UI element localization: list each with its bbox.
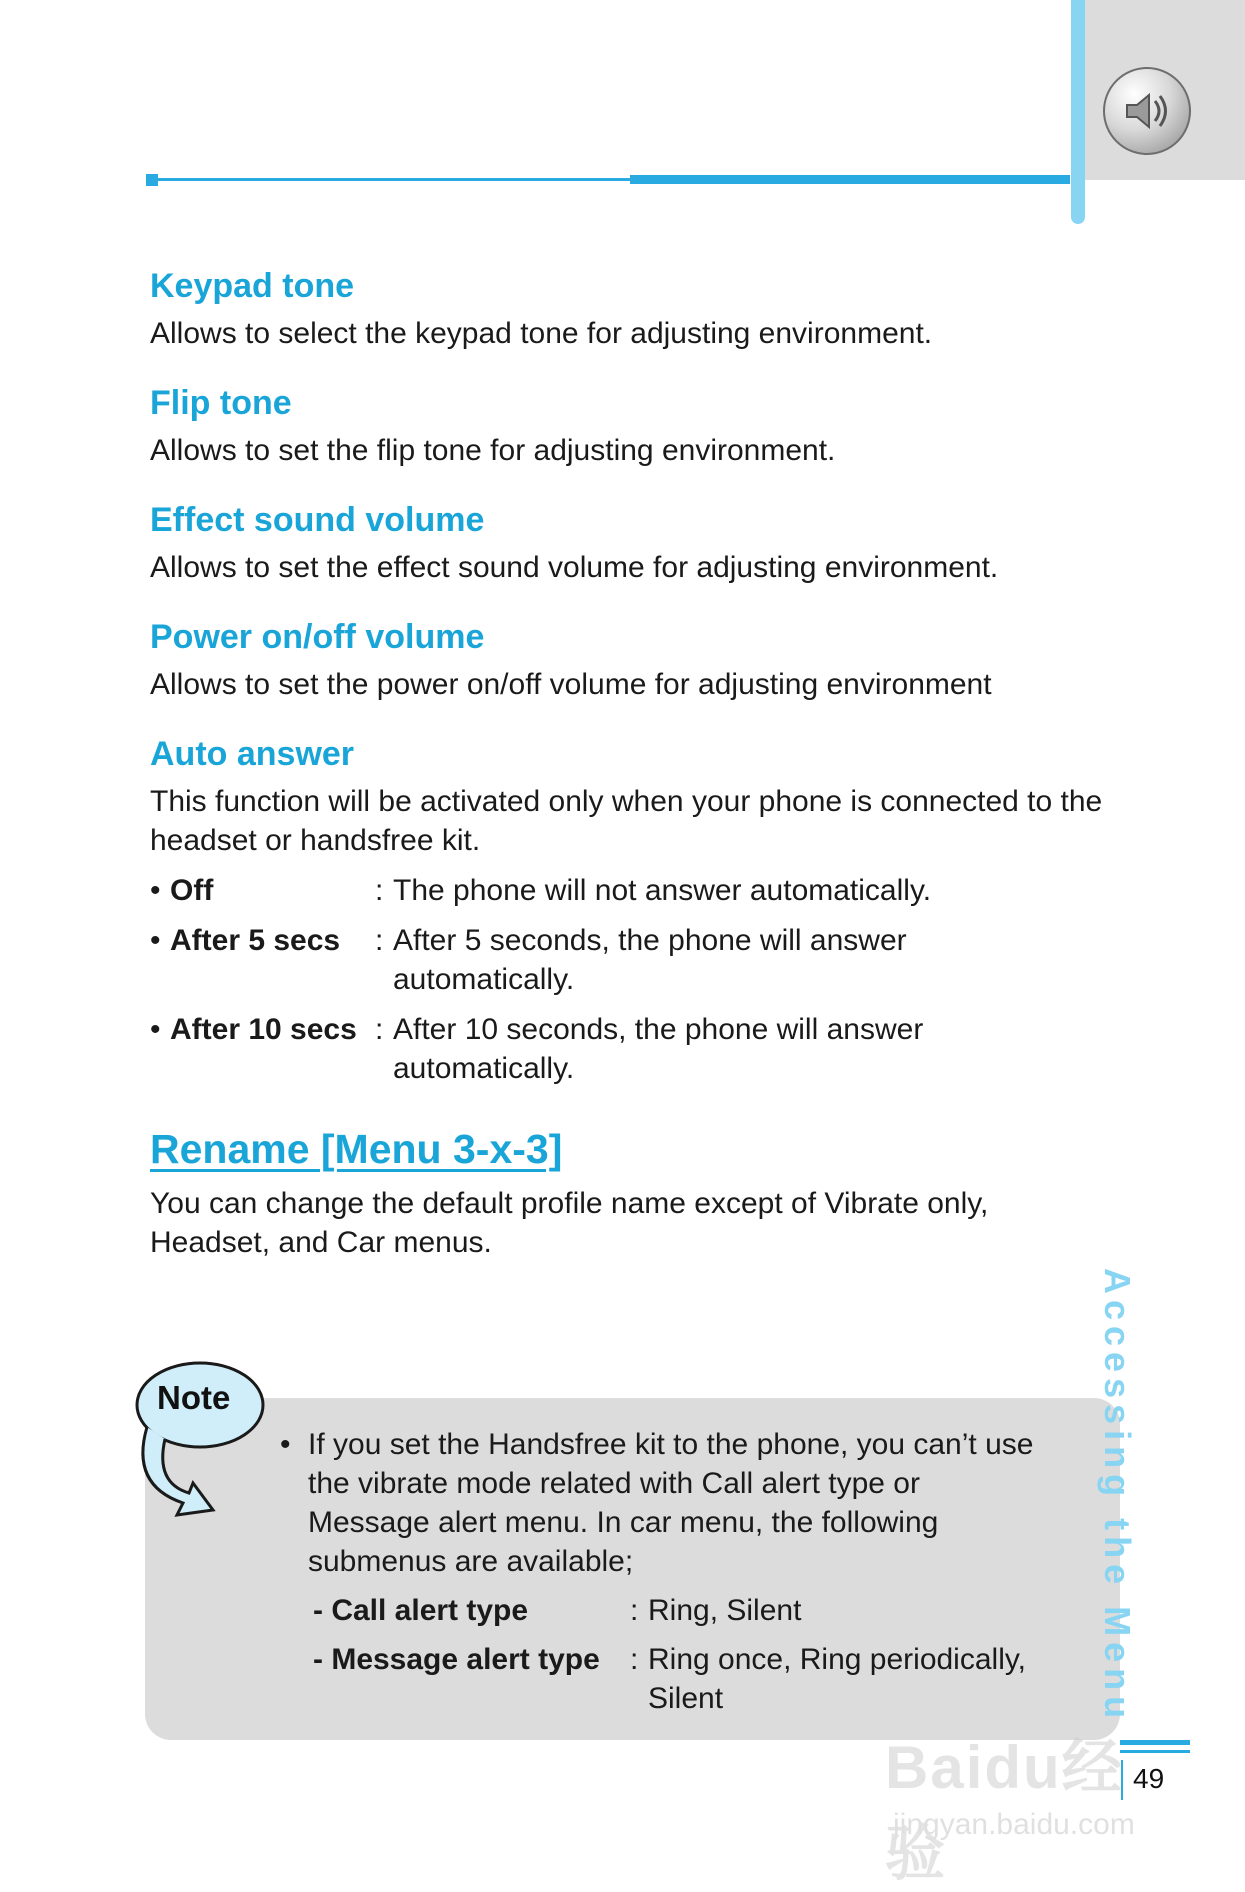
note-item-value: Ring, Silent (648, 1594, 802, 1627)
option-colon: : (375, 924, 384, 957)
option-label: After 10 secs (170, 1013, 357, 1046)
section-body: Allows to set the flip tone for adjusting environment. (150, 434, 836, 467)
option-desc: After 10 seconds, the phone will answer automatically. (393, 1013, 924, 1085)
option-colon: : (375, 1013, 384, 1046)
option-row-10secs (150, 1010, 1130, 1088)
option-label: After 5 secs (170, 924, 341, 957)
section-body: Allows to select the keypad tone for adjusting environment. (150, 317, 933, 350)
section-heading: Effect sound volume (150, 501, 485, 539)
note-content (280, 1425, 1080, 1718)
main-content (150, 262, 1130, 1288)
section-heading: Keypad tone (150, 267, 355, 305)
watermark-logo: Baidu经验 (885, 1734, 1124, 1887)
note-item-label: - Message alert type (313, 1643, 600, 1676)
watermark-url: jingyan.baidu.com (893, 1808, 1135, 1841)
note-text: If you set the Handsfree kit to the phone, you can’t use the vibrate mode related with Call alert type or Message alert menu. In car menu, the following submenus are available; (308, 1428, 1034, 1578)
section-heading: Flip tone (150, 384, 292, 422)
header-rule-thin (150, 178, 630, 181)
header-rule-thick (630, 175, 1070, 184)
bullet: • (150, 874, 161, 907)
note-item-colon: : (630, 1594, 639, 1627)
section-body: Allows to set the effect sound volume for adjusting environment. (150, 551, 999, 584)
note-item-value: Ring once, Ring periodically, Silent (648, 1643, 1026, 1715)
note-label: Note (157, 1379, 231, 1416)
bullet: • (150, 924, 161, 957)
option-label: Off (170, 874, 214, 907)
section-keypad-tone (150, 262, 1130, 353)
option-row-off (150, 871, 1130, 910)
page-number: 49 (1133, 1763, 1165, 1794)
section-rename (150, 1122, 1130, 1262)
speaker-icon (1103, 67, 1191, 155)
option-colon: : (375, 874, 384, 907)
option-desc: The phone will not answer automatically. (393, 874, 932, 907)
rename-heading: Rename [Menu 3-x-3] (150, 1126, 563, 1172)
side-accent-bar (1071, 0, 1085, 224)
option-row-5secs (150, 921, 1130, 999)
section-heading: Power on/off volume (150, 618, 485, 656)
section-auto-answer (150, 730, 1130, 1088)
section-effect-sound-volume (150, 496, 1130, 587)
rename-body: You can change the default profile name except of Vibrate only, Headset, and Car menus. (150, 1187, 989, 1259)
note-item-call-alert (280, 1591, 1080, 1630)
bullet: • (280, 1428, 291, 1461)
watermark (885, 1700, 1175, 1887)
side-section-title: Accessing the Menu (1097, 1268, 1138, 1725)
bullet: • (150, 1013, 161, 1046)
section-flip-tone (150, 379, 1130, 470)
section-heading: Auto answer (150, 735, 355, 773)
note-bullet-row (280, 1425, 1080, 1581)
section-body: Allows to set the power on/off volume for adjusting environment (150, 668, 992, 701)
note-item-colon: : (630, 1643, 639, 1676)
option-desc: After 5 seconds, the phone will answer automatically. (393, 924, 907, 996)
section-body: This function will be activated only when your phone is connected to the headset or handsfree kit. (150, 785, 1103, 857)
section-power-volume (150, 613, 1130, 704)
note-item-label: - Call alert type (313, 1594, 529, 1627)
